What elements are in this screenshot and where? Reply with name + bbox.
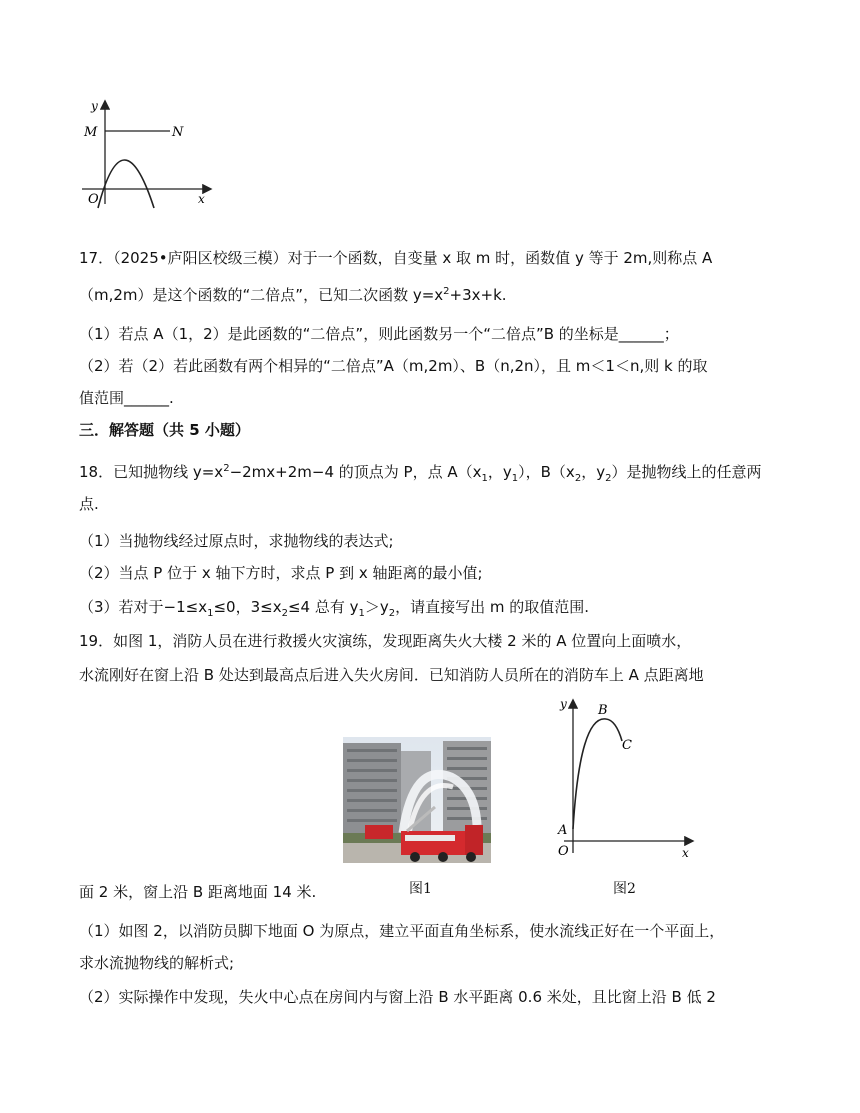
parabola-curve — [98, 160, 154, 208]
q17-part2-cont: 值范围______. — [79, 389, 174, 407]
q19-line2: 水流刚好在窗上沿 B 处达到最高点后进入失火房间．已知消防人员所在的消防车上 A 点距离地 — [79, 666, 704, 684]
q18-s1: 1 — [481, 473, 488, 484]
q19-part1-cont: 求水流抛物线的解析式; — [79, 954, 235, 972]
q18-p3s2: 2 — [281, 608, 288, 619]
q19-part2: （2）实际操作中发现，失火中心点在房间内与窗上沿 B 水平距离 0.6 米处，且比窗上沿 B 低 2 — [79, 988, 716, 1006]
q17-line2 — [79, 282, 507, 305]
q18-part1: （1）当抛物线经过原点时，求抛物线的表达式; — [79, 532, 394, 550]
q18-l1f: ）是抛物线上的任意两 — [611, 463, 762, 481]
q18-l1sup: 2 — [223, 463, 230, 474]
section-heading: 三．解答题（共 5 小题） — [79, 421, 250, 439]
q18-part3 — [79, 597, 589, 624]
label-a: A — [558, 823, 568, 838]
q18-part2: （2）当点 P 位于 x 轴下方时，求点 P 到 x 轴距离的最小值; — [79, 564, 483, 582]
figure2-caption: 图2 — [613, 881, 636, 897]
q18-p3e: ，请直接写出 m 的取值范围. — [395, 598, 590, 616]
q17-part2: （2）若（2）若此函数有两个相异的“二倍点”A（m,2m）、B（n,2n），且 m＜1＜n,则 k 的取 — [79, 357, 708, 375]
label-y: y — [560, 697, 567, 711]
q19-line3: 面 2 米，窗上沿 B 距离地面 14 米. — [79, 883, 317, 901]
label-x: x — [198, 192, 205, 206]
q18-l1c: ，y — [487, 463, 512, 481]
label-x: x — [682, 846, 689, 860]
q18-s2: 1 — [511, 473, 519, 484]
q18-l1d: ），B（x — [518, 463, 575, 481]
q17-line2-b: +3x+k. — [449, 286, 507, 304]
q18-p3b: ≤0，3≤x — [213, 598, 282, 616]
water-parabola — [573, 719, 622, 829]
q17-line1: 17．（2025•庐阳区校级三模）对于一个函数，自变量 x 取 m 时，函数值 y 等于 2m,则称点 A — [79, 249, 713, 267]
q17-line2-a: （m,2m）是这个函数的“二倍点”，已知二次函数 y=x — [79, 286, 444, 304]
fire-truck-small — [365, 825, 393, 839]
q18-p3s4: 2 — [388, 608, 396, 619]
q18-l1a: 18．已知抛物线 y=x — [79, 463, 224, 481]
label-c: C — [622, 738, 632, 753]
graph-parabola-mn — [78, 96, 218, 211]
figure1-photo — [343, 737, 491, 863]
q17-line2-sup: 2 — [443, 286, 450, 297]
q17-part1: （1）若点 A（1，2）是此函数的“二倍点”，则此函数另一个“二倍点”B 的坐标是______； — [79, 325, 679, 343]
q18-p3c: ≤4 总有 y — [287, 598, 359, 616]
q18-p3a: （3）若对于−1≤x — [79, 598, 208, 616]
figure2-graph — [554, 695, 699, 863]
label-o: O — [88, 192, 99, 207]
label-m: M — [84, 125, 98, 140]
q18-p3s1: 1 — [207, 608, 214, 619]
q18-s3: 2 — [574, 473, 582, 484]
q18-l1b: −2mx+2m−4 的顶点为 P，点 A（x — [229, 463, 482, 481]
q18-l1e: ，y — [581, 463, 606, 481]
q19-part1: （1）如图 2，以消防员脚下地面 O 为原点，建立平面直角坐标系，使水流线正好在一个平面上， — [79, 922, 725, 940]
label-n: N — [172, 125, 184, 140]
q18-p3s3: 1 — [358, 608, 365, 619]
q18-line2: 点. — [79, 495, 99, 513]
q18-p3d: ＞y — [364, 598, 389, 616]
label-o: O — [558, 844, 569, 859]
q19-line1: 19．如图 1，消防人员在进行救援火灾演练，发现距离失火大楼 2 米的 A 位置向上面喷水， — [79, 632, 692, 650]
figure1-caption: 图1 — [409, 881, 432, 897]
q18-s4: 2 — [605, 473, 612, 484]
label-b: B — [598, 703, 608, 718]
label-y: y — [91, 99, 98, 113]
q18-line1 — [79, 459, 761, 489]
